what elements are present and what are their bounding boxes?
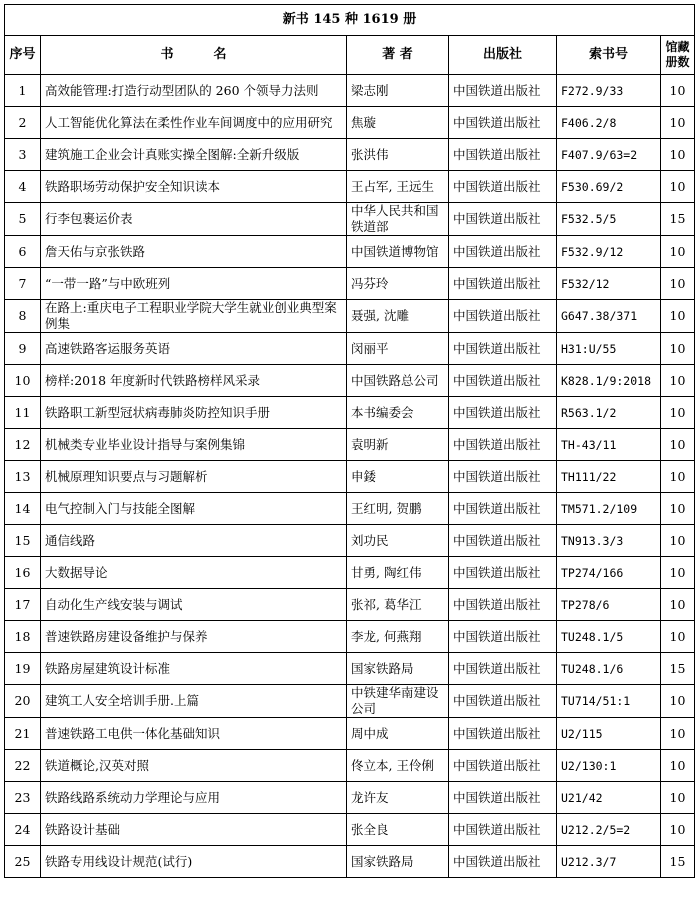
table-row: [5, 685, 695, 718]
cell-copies: 10: [661, 750, 695, 782]
cell-author: 龙许友: [347, 782, 449, 814]
cell-no: 10: [5, 365, 41, 397]
cell-title: 铁路房屋建筑设计标准: [41, 653, 347, 685]
cell-call-number: F532/12: [557, 268, 661, 300]
cell-author: 焦璇: [347, 107, 449, 139]
cell-publisher: 中国铁道出版社: [449, 685, 557, 718]
cell-publisher: 中国铁道出版社: [449, 814, 557, 846]
table-row: [5, 268, 695, 300]
table-row: [5, 557, 695, 589]
cell-no: 17: [5, 589, 41, 621]
cell-copies: 10: [661, 300, 695, 333]
cell-copies: 10: [661, 718, 695, 750]
cell-no: 9: [5, 333, 41, 365]
cell-no: 14: [5, 493, 41, 525]
cell-title: 普速铁路工电供一体化基础知识: [41, 718, 347, 750]
cell-publisher: 中国铁道出版社: [449, 75, 557, 107]
cell-copies: 10: [661, 236, 695, 268]
cell-publisher: 中国铁道出版社: [449, 429, 557, 461]
header-copies: 馆藏册数: [661, 36, 695, 75]
cell-title: 机械原理知识要点与习题解析: [41, 461, 347, 493]
cell-call-number: TU248.1/5: [557, 621, 661, 653]
cell-no: 16: [5, 557, 41, 589]
cell-author: 周中成: [347, 718, 449, 750]
header-author: 著 者: [347, 36, 449, 75]
cell-title: 普速铁路房建设备维护与保养: [41, 621, 347, 653]
cell-author: 袁明新: [347, 429, 449, 461]
cell-publisher: 中国铁道出版社: [449, 107, 557, 139]
cell-publisher: 中国铁道出版社: [449, 171, 557, 203]
cell-title: 铁路设计基础: [41, 814, 347, 846]
table-row: [5, 236, 695, 268]
cell-title: “一带一路”与中欧班列: [41, 268, 347, 300]
cell-author: 中国铁路总公司: [347, 365, 449, 397]
cell-call-number: K828.1/9:2018: [557, 365, 661, 397]
cell-call-number: TU248.1/6: [557, 653, 661, 685]
cell-call-number: U212.3/7: [557, 846, 661, 878]
cell-author: 张祁, 葛华江: [347, 589, 449, 621]
cell-title: 电气控制入门与技能全图解: [41, 493, 347, 525]
cell-no: 2: [5, 107, 41, 139]
cell-author: 中华人民共和国铁道部: [347, 203, 449, 236]
cell-title: 建筑施工企业会计真账实操全图解:全新升级版: [41, 139, 347, 171]
cell-publisher: 中国铁道出版社: [449, 493, 557, 525]
cell-title: 人工智能优化算法在柔性作业车间调度中的应用研究: [41, 107, 347, 139]
cell-title: 机械类专业毕业设计指导与案例集锦: [41, 429, 347, 461]
cell-no: 23: [5, 782, 41, 814]
cell-call-number: TU714/51:1: [557, 685, 661, 718]
table-row: [5, 493, 695, 525]
cell-author: 本书编委会: [347, 397, 449, 429]
cell-title: 高效能管理:打造行动型团队的 260 个领导力法则: [41, 75, 347, 107]
table-row: [5, 107, 695, 139]
cell-no: 4: [5, 171, 41, 203]
cell-title: 铁路职场劳动保护安全知识读本: [41, 171, 347, 203]
cell-copies: 15: [661, 653, 695, 685]
cell-call-number: F406.2/8: [557, 107, 661, 139]
cell-call-number: F407.9/63=2: [557, 139, 661, 171]
cell-copies: 10: [661, 365, 695, 397]
header-title: 书名: [41, 36, 347, 75]
table-row: [5, 429, 695, 461]
cell-call-number: TP278/6: [557, 589, 661, 621]
cell-no: 15: [5, 525, 41, 557]
cell-copies: 10: [661, 461, 695, 493]
cell-publisher: 中国铁道出版社: [449, 397, 557, 429]
cell-call-number: F532.5/5: [557, 203, 661, 236]
cell-author: 李龙, 何燕翔: [347, 621, 449, 653]
cell-no: 12: [5, 429, 41, 461]
table-row: [5, 621, 695, 653]
cell-title: 大数据导论: [41, 557, 347, 589]
cell-no: 18: [5, 621, 41, 653]
cell-copies: 10: [661, 268, 695, 300]
table-row: [5, 139, 695, 171]
cell-call-number: TP274/166: [557, 557, 661, 589]
cell-author: 国家铁路局: [347, 653, 449, 685]
cell-title: 建筑工人安全培训手册.上篇: [41, 685, 347, 718]
cell-publisher: 中国铁道出版社: [449, 525, 557, 557]
cell-copies: 10: [661, 621, 695, 653]
cell-call-number: U212.2/5=2: [557, 814, 661, 846]
cell-publisher: 中国铁道出版社: [449, 461, 557, 493]
cell-publisher: 中国铁道出版社: [449, 557, 557, 589]
cell-call-number: TH111/22: [557, 461, 661, 493]
cell-author: 张洪伟: [347, 139, 449, 171]
cell-copies: 10: [661, 107, 695, 139]
cell-publisher: 中国铁道出版社: [449, 621, 557, 653]
cell-author: 王红明, 贺鹏: [347, 493, 449, 525]
cell-call-number: U2/130:1: [557, 750, 661, 782]
cell-copies: 10: [661, 557, 695, 589]
cell-no: 3: [5, 139, 41, 171]
cell-no: 22: [5, 750, 41, 782]
cell-call-number: TM571.2/109: [557, 493, 661, 525]
cell-copies: 10: [661, 589, 695, 621]
cell-author: 中铁建华南建设公司: [347, 685, 449, 718]
cell-title: 榜样:2018 年度新时代铁路榜样风采录: [41, 365, 347, 397]
cell-copies: 10: [661, 171, 695, 203]
table-row: [5, 589, 695, 621]
cell-author: 张全良: [347, 814, 449, 846]
cell-author: 中国铁道博物馆: [347, 236, 449, 268]
cell-title: 铁路专用线设计规范(试行): [41, 846, 347, 878]
table-row: [5, 171, 695, 203]
cell-no: 19: [5, 653, 41, 685]
cell-no: 20: [5, 685, 41, 718]
cell-call-number: U21/42: [557, 782, 661, 814]
cell-title: 铁路线路系统动力学理论与应用: [41, 782, 347, 814]
cell-author: 王占军, 王远生: [347, 171, 449, 203]
table-row: [5, 718, 695, 750]
cell-call-number: U2/115: [557, 718, 661, 750]
cell-no: 5: [5, 203, 41, 236]
table-row: [5, 461, 695, 493]
cell-publisher: 中国铁道出版社: [449, 589, 557, 621]
table-row: [5, 397, 695, 429]
cell-author: 聂强, 沈雕: [347, 300, 449, 333]
cell-publisher: 中国铁道出版社: [449, 718, 557, 750]
cell-author: 国家铁路局: [347, 846, 449, 878]
cell-call-number: H31:U/55: [557, 333, 661, 365]
cell-copies: 15: [661, 846, 695, 878]
cell-call-number: F530.69/2: [557, 171, 661, 203]
cell-author: 甘勇, 陶红伟: [347, 557, 449, 589]
cell-copies: 10: [661, 75, 695, 107]
cell-publisher: 中国铁道出版社: [449, 750, 557, 782]
table-row: [5, 782, 695, 814]
table-row: [5, 300, 695, 333]
table-row: [5, 525, 695, 557]
header-no: 序号: [5, 36, 41, 75]
cell-call-number: F532.9/12: [557, 236, 661, 268]
cell-publisher: 中国铁道出版社: [449, 203, 557, 236]
table-row: [5, 750, 695, 782]
cell-call-number: G647.38/371: [557, 300, 661, 333]
cell-publisher: 中国铁道出版社: [449, 333, 557, 365]
cell-copies: 10: [661, 493, 695, 525]
cell-call-number: R563.1/2: [557, 397, 661, 429]
cell-no: 6: [5, 236, 41, 268]
cell-no: 13: [5, 461, 41, 493]
table-body: [5, 75, 695, 878]
table-row: [5, 653, 695, 685]
cell-copies: 10: [661, 814, 695, 846]
cell-no: 25: [5, 846, 41, 878]
cell-copies: 15: [661, 203, 695, 236]
cell-no: 21: [5, 718, 41, 750]
cell-title: 行李包裹运价表: [41, 203, 347, 236]
cell-copies: 10: [661, 139, 695, 171]
cell-no: 24: [5, 814, 41, 846]
cell-no: 11: [5, 397, 41, 429]
cell-title: 自动化生产线安装与调试: [41, 589, 347, 621]
cell-call-number: TH-43/11: [557, 429, 661, 461]
cell-no: 1: [5, 75, 41, 107]
cell-title: 高速铁路客运服务英语: [41, 333, 347, 365]
cell-publisher: 中国铁道出版社: [449, 365, 557, 397]
cell-copies: 10: [661, 525, 695, 557]
cell-copies: 10: [661, 782, 695, 814]
table-row: [5, 75, 695, 107]
cell-copies: 10: [661, 429, 695, 461]
cell-author: 冯芬玲: [347, 268, 449, 300]
cell-author: 刘功民: [347, 525, 449, 557]
cell-title: 詹天佑与京张铁路: [41, 236, 347, 268]
cell-copies: 10: [661, 397, 695, 429]
cell-no: 7: [5, 268, 41, 300]
cell-publisher: 中国铁道出版社: [449, 300, 557, 333]
cell-copies: 10: [661, 685, 695, 718]
cell-author: 佟立本, 王伶俐: [347, 750, 449, 782]
cell-publisher: 中国铁道出版社: [449, 268, 557, 300]
cell-author: 闵丽平: [347, 333, 449, 365]
header-publisher: 出版社: [449, 36, 557, 75]
table-row: [5, 333, 695, 365]
cell-publisher: 中国铁道出版社: [449, 236, 557, 268]
cell-call-number: F272.9/33: [557, 75, 661, 107]
cell-author: 申錗: [347, 461, 449, 493]
cell-publisher: 中国铁道出版社: [449, 653, 557, 685]
header-call-number: 索书号: [557, 36, 661, 75]
cell-publisher: 中国铁道出版社: [449, 782, 557, 814]
cell-publisher: 中国铁道出版社: [449, 846, 557, 878]
cell-title: 通信线路: [41, 525, 347, 557]
table-row: [5, 814, 695, 846]
table-title: 新书 145 种 1619 册: [5, 5, 695, 36]
table-title-row: [5, 5, 695, 36]
cell-author: 梁志刚: [347, 75, 449, 107]
table-header-row: [5, 36, 695, 75]
cell-no: 8: [5, 300, 41, 333]
table-row: [5, 846, 695, 878]
cell-call-number: TN913.3/3: [557, 525, 661, 557]
cell-title: 在路上:重庆电子工程职业学院大学生就业创业典型案例集: [41, 300, 347, 333]
table-row: [5, 203, 695, 236]
cell-title: 铁路职工新型冠状病毒肺炎防控知识手册: [41, 397, 347, 429]
cell-title: 铁道概论,汉英对照: [41, 750, 347, 782]
table-row: [5, 365, 695, 397]
cell-copies: 10: [661, 333, 695, 365]
new-books-table: [4, 4, 695, 878]
cell-publisher: 中国铁道出版社: [449, 139, 557, 171]
